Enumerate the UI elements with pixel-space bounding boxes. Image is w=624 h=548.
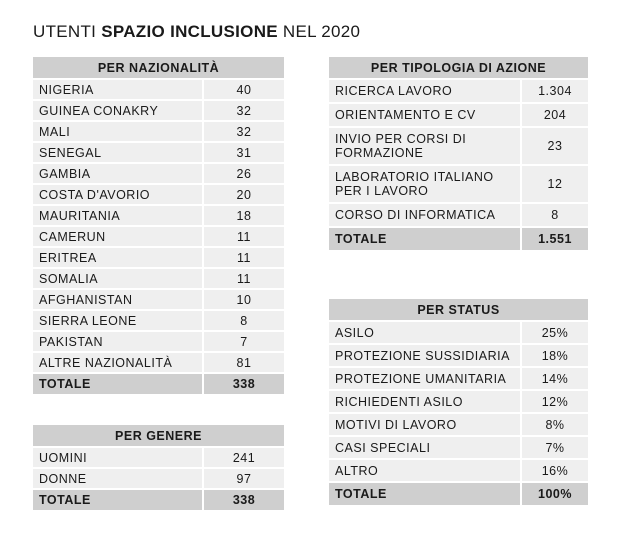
row-value: 26 [203,163,284,184]
row-value: 10 [203,289,284,310]
total-value: 338 [203,489,284,511]
row-value: 25% [521,321,588,344]
table-nazionalita [33,57,284,396]
title-suffix: NEL 2020 [277,22,361,41]
row-label: PAKISTAN [33,331,203,352]
row-label: ASILO [329,321,521,344]
row-label: SENEGAL [33,142,203,163]
table-status [329,299,588,507]
table-row [33,331,284,352]
table-row [33,468,284,489]
row-label: ALTRO [329,459,521,482]
total-value: 1.551 [521,227,588,251]
total-row [33,489,284,511]
table-genere [33,425,284,512]
table-row [329,436,588,459]
total-label: TOTALE [33,489,203,511]
row-label: LABORATORIO ITALIANO PER I LAVORO [329,165,521,203]
table-row [33,447,284,468]
table-tipologia [329,57,588,252]
table-row [329,165,588,203]
row-value: 16% [521,459,588,482]
row-label: MOTIVI DI LAVORO [329,413,521,436]
row-label: GAMBIA [33,163,203,184]
row-label: CAMERUN [33,226,203,247]
row-label: INVIO PER CORSI DI FORMAZIONE [329,127,521,165]
row-label: SIERRA LEONE [33,310,203,331]
total-value: 338 [203,373,284,395]
title-prefix: UTENTI [33,22,102,41]
table-row [33,121,284,142]
table-row [33,289,284,310]
row-value: 241 [203,447,284,468]
table-row [329,203,588,227]
row-value: 8 [203,310,284,331]
row-value: 7 [203,331,284,352]
row-value: 1.304 [521,79,588,103]
table-header: PER TIPOLOGIA DI AZIONE [329,57,588,79]
table-row [329,321,588,344]
row-value: 8 [521,203,588,227]
table-row [33,352,284,373]
row-label: UOMINI [33,447,203,468]
row-value: 32 [203,121,284,142]
row-value: 12% [521,390,588,413]
row-value: 20 [203,184,284,205]
row-label: SOMALIA [33,268,203,289]
table-row [33,163,284,184]
row-value: 11 [203,247,284,268]
total-label: TOTALE [329,482,521,506]
table-row [33,226,284,247]
row-value: 11 [203,268,284,289]
table-row [33,268,284,289]
row-label: ERITREA [33,247,203,268]
row-value: 32 [203,100,284,121]
row-label: RICHIEDENTI ASILO [329,390,521,413]
row-label: DONNE [33,468,203,489]
table-row [329,103,588,127]
row-label: CORSO DI INFORMATICA [329,203,521,227]
row-label: PROTEZIONE UMANITARIA [329,367,521,390]
table-header: PER STATUS [329,299,588,321]
table-row [329,127,588,165]
row-label: COSTA D'AVORIO [33,184,203,205]
row-value: 18% [521,344,588,367]
row-label: RICERCA LAVORO [329,79,521,103]
table-row [329,413,588,436]
page-title [33,22,360,42]
table-row [33,310,284,331]
table-row [33,184,284,205]
row-label: MAURITANIA [33,205,203,226]
row-label: CASI SPECIALI [329,436,521,459]
row-value: 14% [521,367,588,390]
row-value: 8% [521,413,588,436]
title-bold: SPAZIO INCLUSIONE [101,22,278,41]
row-label: GUINEA CONAKRY [33,100,203,121]
total-label: TOTALE [33,373,203,395]
table-row [33,205,284,226]
row-value: 18 [203,205,284,226]
table-row [33,100,284,121]
row-value: 7% [521,436,588,459]
row-label: MALI [33,121,203,142]
table-row [329,79,588,103]
table-header: PER NAZIONALITÀ [33,57,284,79]
row-value: 97 [203,468,284,489]
row-value: 40 [203,79,284,100]
row-value: 23 [521,127,588,165]
table-row [329,390,588,413]
table-row [329,459,588,482]
row-label: ORIENTAMENTO E CV [329,103,521,127]
table-row [33,79,284,100]
total-row [33,373,284,395]
total-label: TOTALE [329,227,521,251]
table-row [33,142,284,163]
table-header: PER GENERE [33,425,284,447]
table-row [329,344,588,367]
table-row [33,247,284,268]
row-label: AFGHANISTAN [33,289,203,310]
table-row [329,367,588,390]
row-value: 204 [521,103,588,127]
total-value: 100% [521,482,588,506]
row-value: 12 [521,165,588,203]
total-row [329,227,588,251]
row-label: NIGERIA [33,79,203,100]
row-value: 11 [203,226,284,247]
row-value: 81 [203,352,284,373]
row-value: 31 [203,142,284,163]
row-label: PROTEZIONE SUSSIDIARIA [329,344,521,367]
total-row [329,482,588,506]
row-label: ALTRE NAZIONALITÀ [33,352,203,373]
